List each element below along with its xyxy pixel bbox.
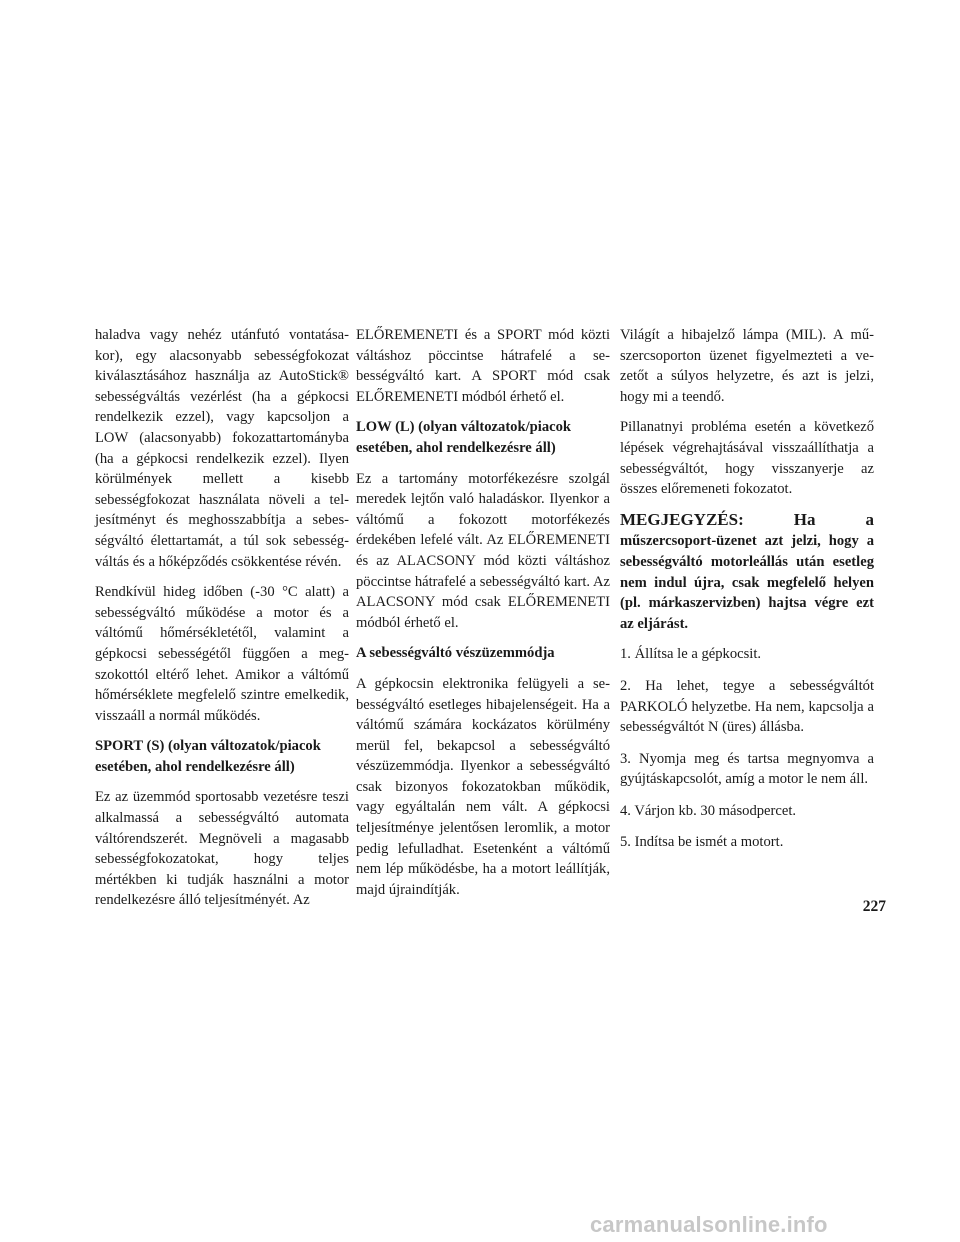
column-middle <box>356 325 610 910</box>
paragraph: haladva vagy nehéz utánfutó vontatásakor), egy alacsonyabb sebességfokozat kiválasztásához használja az AutoStick® sebességváltás vezérlést (ha a gépkocsi rendelkezik ezzel), vagy kapcsoljon a LOW (alacsonyabb) fokozattartományba (ha a gépkocsi rendelkezik ezzel). Ilyen körülmények mellett a kisebb sebességfokozat használata növeli a teljesítményt és meghosszabbítja a sebességváltó élettartamát, a túl sok sebességváltás és a hőképződés csökkentése révén. <box>95 327 349 570</box>
section-heading-low: LOW (L) (olyan változatok/piacok esetében, ahol rendelkezésre áll) <box>356 419 572 456</box>
step-item: 2. Ha lehet, tegye a sebességváltót PARKOLÓ helyzetbe. Ha nem, kapcsolja a sebességváltót N (üres) állásba. <box>620 677 874 736</box>
watermark: carmanualsonline.info <box>590 1212 828 1237</box>
paragraph: ELŐREMENETI és a SPORT mód közti váltáshoz pöccintse hátrafelé a sebességváltó kart. A SPORT mód csak ELŐREMENETI módból érhető el. <box>356 327 610 405</box>
section-heading-sport: SPORT (S) (olyan változatok/piacok esetében, ahol rendelkezésre áll) <box>95 738 321 775</box>
step-item: 1. Állítsa le a gépkocsit. <box>620 646 762 663</box>
step-item: 3. Nyomja meg és tartsa megnyomva a gyújtáskapcsolót, amíg a motor le nem áll. <box>620 750 874 788</box>
column-left <box>95 325 349 921</box>
paragraph: Rendkívül hideg időben (-30 °C alatt) a sebességváltó működése a motor és a váltómű hőmérsékletétől, valamint a gépkocsi sebességétől függően a megszokottól eltérő lehet. Amikor a váltómű hőmérséklete megfelelő szintre emelkedik, visszaáll a normál működés. <box>95 584 349 724</box>
paragraph: Pillanatnyi probléma esetén a következő lépések végrehajtásával visszaállíthatja a sebességváltót, hogy visszanyerje az összes előremeneti fokozatot. <box>620 419 874 498</box>
page-number: 227 <box>862 898 886 915</box>
step-item: 5. Indítsa be ismét a motort. <box>620 834 784 851</box>
paragraph: Ez az üzemmód sportosabb vezetésre teszi alkalmassá a sebességváltó automata váltórendszerét. Megnöveli a magasabb sebességfokozatokat, hogy teljes mértékben ki tudják használni a motor rendelkezésre álló teljesítményét. Az <box>95 789 349 909</box>
note-block <box>620 510 874 635</box>
paragraph: Világít a hibajelző lámpa (MIL). A műszercsoporton üzenet figyelmezteti a vezetőt a súlyos helyzetre, és azt is jelzi, hogy mi a teendő. <box>620 327 874 405</box>
paragraph: Ez a tartomány motorfékezésre szolgál meredek lejtőn való haladáskor. Ilyenkor a váltómű a fokozott motorfékezés érdekében lefelé vált. Az ELŐREMENETI és az ALACSONY mód közti váltáshoz pöccintse hátrafelé a sebességváltó kart. Az ALACSONY mód csak ELŐREMENETI módból érhető el. <box>356 470 610 631</box>
step-item: 4. Várjon kb. 30 másodpercet. <box>620 802 797 819</box>
note-body: műszercsoport-üzenet azt jelzi, hogy a sebességváltó motorleállás után esetleg nem indul újra, csak megfelelő helyen (pl. márkaszervizben) hajtsa végre ezt az eljárást. <box>620 533 874 632</box>
section-heading-limp-mode: A sebességváltó vészüzemmódja <box>356 645 555 662</box>
procedure-steps <box>620 644 874 853</box>
column-right <box>620 325 874 864</box>
paragraph: A gépkocsin elektronika felügyeli a sebességváltó esetleges hibajelenségeit. Ha a váltómű számára kockázatos körülmény merül fel, bekapcsol a sebességváltó vészüzemmódja. Ilyenkor a sebességváltó csak bizonyos fokozatokban működik, vagy egyáltalán nem vált. A gépkocsi teljesítménye jelentősen leromlik, a motor pedig lefulladhat. Esetenként a váltómű nem lép működésbe, ha a motort leállítják, majd újraindítják. <box>356 675 610 898</box>
note-lead: MEGJEGYZÉS: Ha a <box>620 509 874 529</box>
